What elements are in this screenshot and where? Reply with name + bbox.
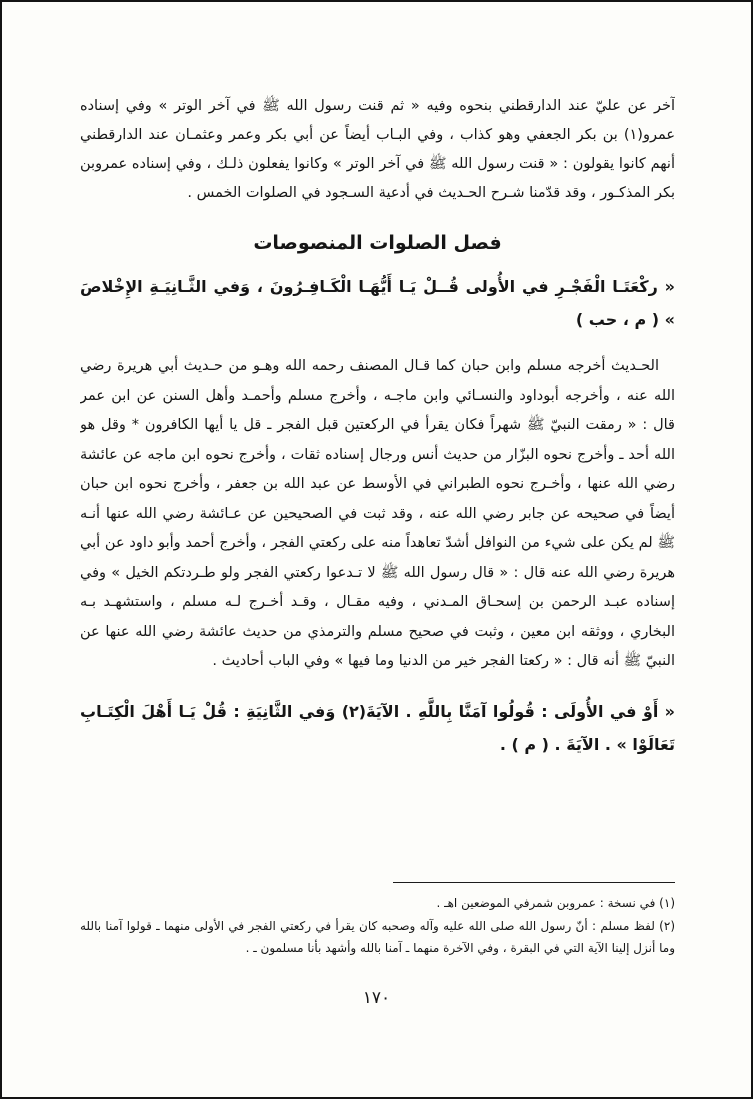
intro-paragraph: آخر عن عليّ عند الدارقطني بنحوه وفيه « ثم قنت رسول الله ﷺ في آخر الوتر » وفي إسناده عمرو(١) بن بكر الجعفي وهو كذاب ، وفي البـاب أيضاً عن أبي بكر وعمر وعثمـان عند الدارقطني أنهم كانوا يقولون : « قنت رسول الله ﷺ في آخر الوتر » وكانوا يفعلون ذلـك ، وفي إسناده عمروبن بكر المذكـور ، وقد قدّمنا شـرح الحـديث في أدعية السـجود في الصلوات الخمس . xyxy=(80,98,675,201)
hadith-quote-2: « أَوْ في الأُولَى : قُولُوا آمَنَّا بِاللَّهِ . الآيَةَ(٢) وَفي الثَّانِيَةِ : قُلْ يَـا أَهْلَ الْكِتَـابِ تَعَالَوْا » . الآيَةَ . ( م ) . xyxy=(80,701,675,754)
footnote-2: (٢) لفظ مسلم : أنّ رسول الله صلى الله عليه وآله وصحبه كان يقرأ في ركعتي الفجر في الأولى منهما ـ قولوا آمنا بالله وما أنزل إلينا الآية التي في البقرة ، وفي الآخرة منهما ـ آمنا بالله وأشهد بأنا مسلمون ـ . xyxy=(80,918,675,955)
footnote-1: (١) في نسخة : عمروبن شمرفي الموضعين اهـ . xyxy=(436,896,675,910)
page-content xyxy=(80,92,675,878)
page-number: ١٧٠ xyxy=(362,988,391,1008)
commentary-paragraph: الحـديث أخرجه مسلم وابن حبان كما قـال المصنف رحمه الله وهـو من حـديث أبي هريرة رضي الله عنه ، وأخرجه أبوداود والنسـائي وابن ماجـه ، وأخرج مسلم وأحمـد وأهل السنن عن ابن عمر قال : « رمقت النبيّ ﷺ شهراً فكان يقرأ في الركعتين قبل الفجر ـ قل يا أيها الكافرون * وقل هو الله أحد ـ وأخرج نحوه البزّار من حديث أنس ورجال إسناده ثقات ، وأخرج نحوه ابن ماجه عن عائشة رضي الله عنها ، وأخـرج نحوه الطبراني في الأوسط عن عبد الله بن جعفر ، وأخرج نحوه ابن حبان أيضاً في صحيحه عن جابر رضي الله عنه ، وقد ثبت في الصحيحين عن عـائشة رضي الله عنها أنـه ﷺ لم يكن على شيء من النوافل أشدّ تعاهداً منه على ركعتي الفجر ، وأخرج أحمد وأبو داود عن أبي هريرة رضي الله عنه قال : « قال رسول الله ﷺ لا تـدعوا ركعتي الفجر ولو طـردتكم الخيل » وفي إسناده عبـد الرحمن بن إسحـاق المـدني ، وفيه مقـال ، وقـد أخـرج لـه مسلم ، واستشهـد بـه البخاري ، ووثقه ابن معين ، وثبت في صحيح مسلم والترمذي من حديث عائشة رضي الله عنها عن النبيّ ﷺ أنه قال : « ركعتا الفجر خير من الدنيا وما فيها » وفي الباب أحاديث . xyxy=(80,358,675,669)
section-heading: فصل الصلوات المنصوصات xyxy=(253,232,502,254)
footnote-separator-line xyxy=(393,882,675,883)
footnote-section xyxy=(80,882,675,960)
hadith-quote-1: « ركْعَتَـا الْفَجْـرِ في الأُولى قُــلْ يَـا أَيُّهَـا الْكَـافِـرُونَ ، وَفي الثَّـانِيَـةِ الإِخْلاصَ » ( م ، حب ) xyxy=(80,277,675,329)
